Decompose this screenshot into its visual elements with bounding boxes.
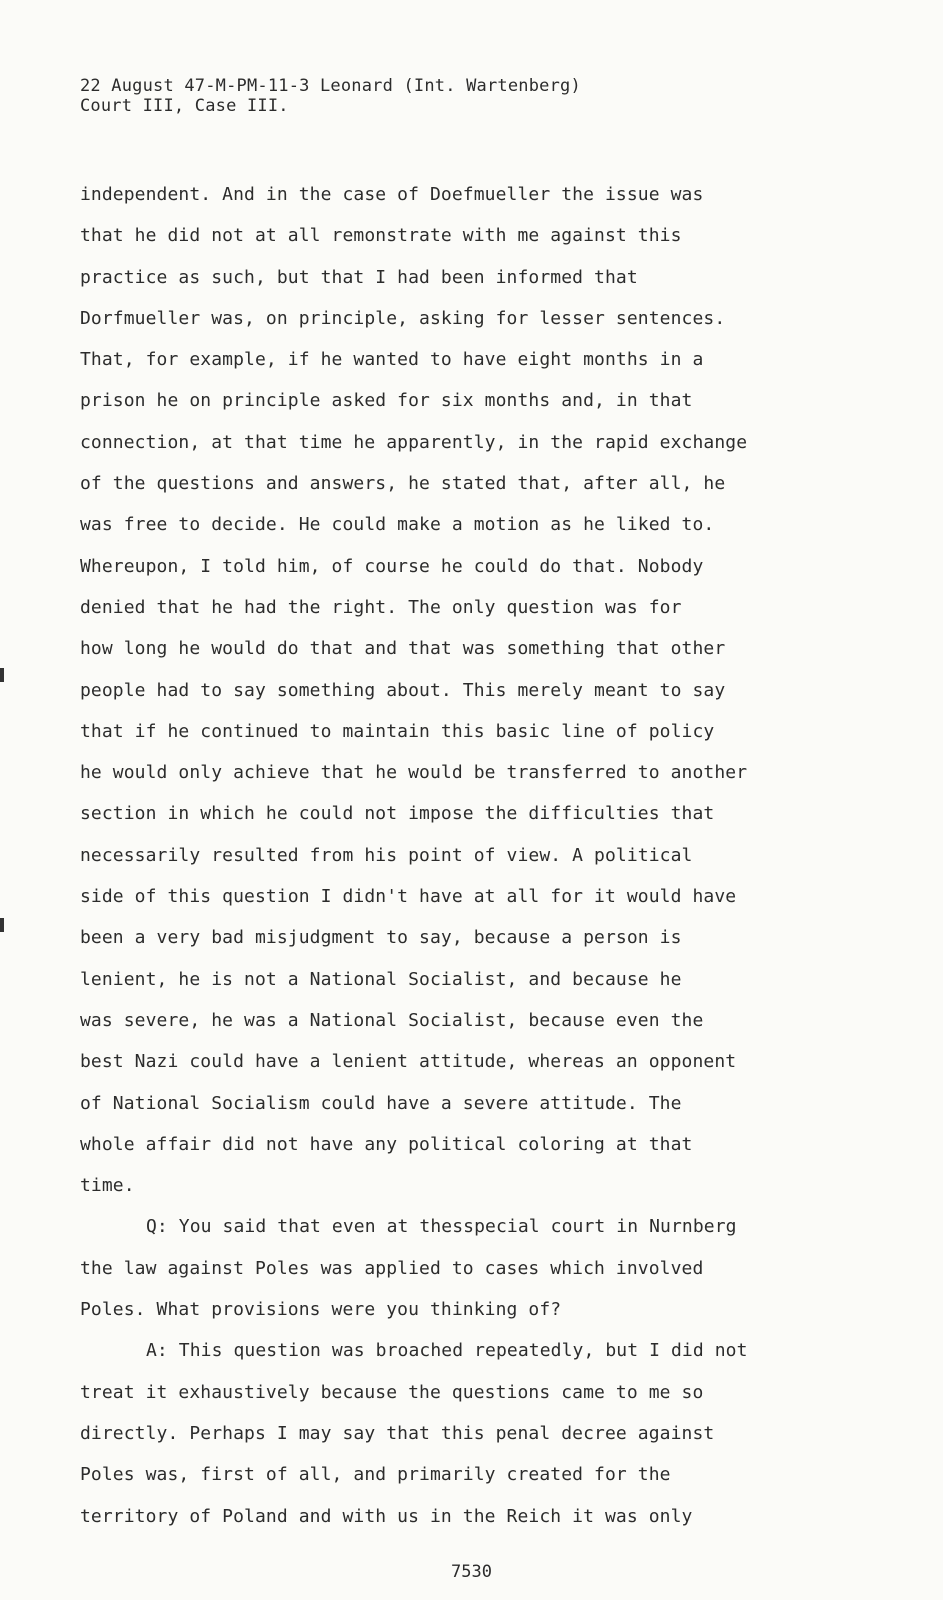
text-line: that if he continued to maintain this basic line of policy [80,720,715,742]
transcript-body [80,174,880,1537]
header-date-line: 22 August 47-M-PM-11-3 Leonard (Int. Wartenberg) [80,76,581,96]
text-line: was severe, he was a National Socialist, because even the [80,1009,704,1031]
text-line: denied that he had the right. The only question was for [80,596,682,618]
text-line: been a very bad misjudgment to say, because a person is [80,927,682,949]
text-line: prison he on principle asked for six months and, in that [80,390,693,412]
text-line: that he did not at all remonstrate with me against this [80,225,682,247]
text-line: directly. Perhaps I may say that this penal decree against [80,1422,715,1444]
document-header [80,76,581,116]
header-court-line: Court III, Case III. [80,96,289,116]
text-line: independent. And in the case of Doefmueller the issue was [80,184,704,205]
text-line: side of this question I didn't have at all for it would have [80,886,737,908]
text-line: of the questions and answers, he stated that, after all, he [80,473,726,495]
text-line: best Nazi could have a lenient attitude, whereas an opponent [80,1051,737,1073]
text-line: was free to decide. He could make a motion as he liked to. [80,514,715,536]
text-line: practice as such, but that I had been informed that [80,266,638,288]
text-line: section in which he could not impose the difficulties that [80,803,715,825]
text-line: whole affair did not have any political coloring at that [80,1133,693,1155]
text-line: territory of Poland and with us in the Reich it was only [80,1505,693,1527]
text-line: people had to say something about. This merely meant to say [80,679,726,701]
text-line: necessarily resulted from his point of view. A political [80,844,693,866]
text-line: Poles. What provisions were you thinking of? [80,1299,562,1321]
text-line: Dorfmueller was, on principle, asking for lesser sentences. [80,307,726,329]
question-line: Q: You said that even at thesspecial court in Nurnberg [146,1216,737,1238]
page-number: 7530 [451,1562,492,1582]
text-line: treat it exhaustively because the questions came to me so [80,1381,704,1403]
text-line: the law against Poles was applied to cases which involved [80,1257,704,1279]
text-line: Whereupon, I told him, of course he could do that. Nobody [80,555,704,577]
text-line: Poles was, first of all, and primarily created for the [80,1464,671,1486]
text-line: how long he would do that and that was something that other [80,638,726,660]
text-line: of National Socialism could have a severe attitude. The [80,1092,682,1114]
margin-mark [0,918,4,932]
margin-mark [0,668,4,682]
answer-line: A: This question was broached repeatedly, but I did not [146,1340,748,1362]
text-line: That, for example, if he wanted to have eight months in a [80,349,704,371]
text-line: time. [80,1175,135,1197]
text-line: connection, at that time he apparently, in the rapid exchange [80,431,748,453]
text-line: lenient, he is not a National Socialist, and because he [80,968,682,990]
text-line: he would only achieve that he would be transferred to another [80,762,748,784]
